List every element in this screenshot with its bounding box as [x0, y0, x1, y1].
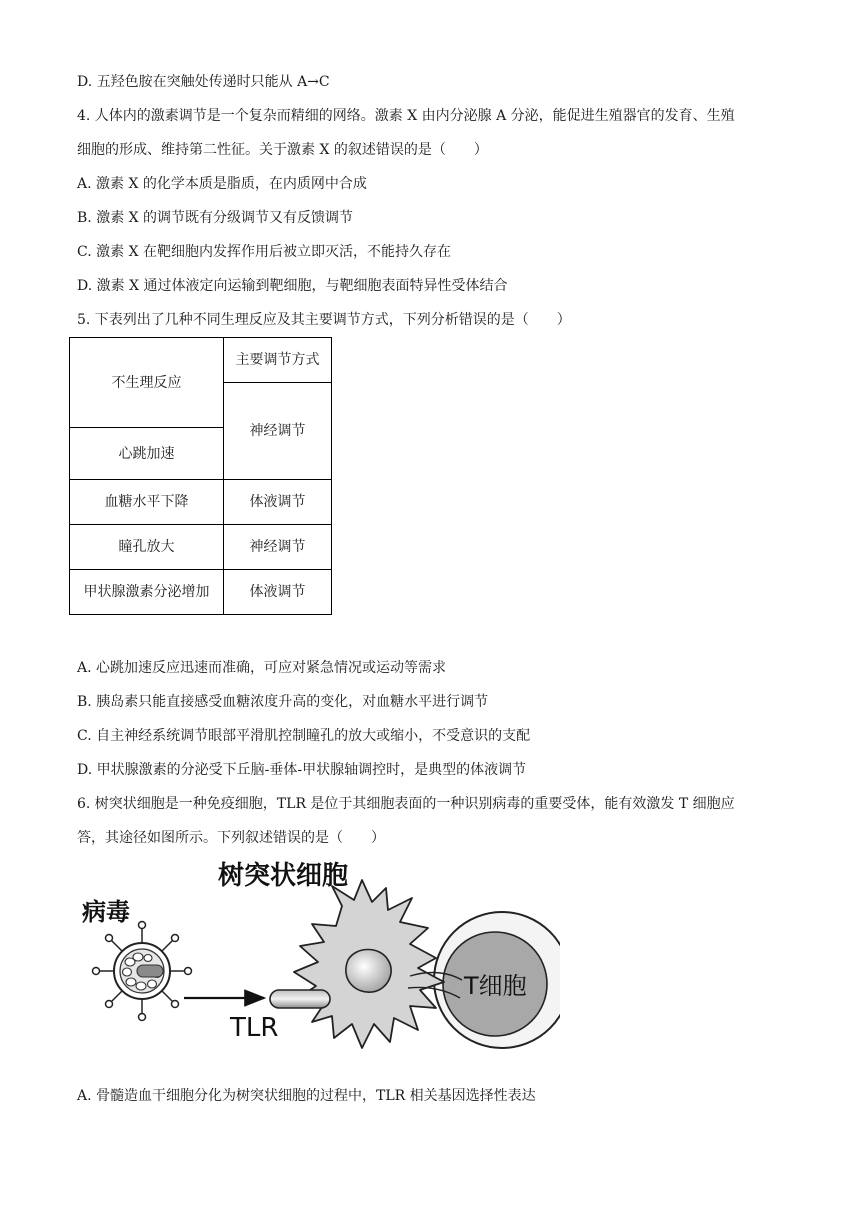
q4-stem-line1: 4. 人体内的激素调节是一个复杂而精细的网络。激素 X 由内分泌腺 A 分泌，能促进生殖器官的发育、生殖 [77, 108, 735, 124]
tcell-label: T细胞 [464, 972, 527, 1000]
table-cell-mode: 体液调节 [224, 480, 332, 525]
table-header-mode: 主要调节方式 [224, 338, 332, 383]
q5-stem: 5. 下表列出了几种不同生理反应及其主要调节方式，下列分析错误的是（ ） [77, 312, 571, 328]
q4-option-d: D. 激素 X 通过体液定向运输到靶细胞，与靶细胞表面特异性受体结合 [77, 278, 508, 294]
tlr-label: TLR [230, 1013, 279, 1043]
q5-option-b: B. 胰岛素只能直接感受血糖浓度升高的变化，对血糖水平进行调节 [77, 694, 489, 710]
q5-table [69, 337, 332, 615]
table-cell-mode: 神经调节 [224, 525, 332, 570]
q5-option-c: C. 自主神经系统调节眼部平滑肌控制瞳孔的放大或缩小，不受意识的支配 [77, 728, 531, 744]
q4-option-c: C. 激素 X 在靶细胞内发挥作用后被立即灭活，不能持久存在 [77, 244, 451, 260]
table-cell-reaction: 心跳加速 [70, 428, 224, 480]
q6-stem-line2: 答，其途径如图所示。下列叙述错误的是（ ） [77, 830, 385, 846]
tlr-receptor [270, 990, 330, 1008]
virus-label: 病毒 [82, 898, 130, 926]
t-cell [434, 912, 560, 1048]
q5-option-a: A. 心跳加速反应迅速而准确，可应对紧急情况或运动等需求 [77, 660, 447, 676]
dendritic-cell-figure [80, 858, 560, 1078]
figure-title: 树突状细胞 [218, 861, 349, 891]
table-cell-mode: 体液调节 [224, 570, 332, 615]
q4-option-a: A. 激素 X 的化学本质是脂质，在内质网中合成 [77, 176, 367, 192]
virus-icon [93, 922, 192, 1021]
table-cell-reaction: 瞳孔放大 [70, 525, 224, 570]
q3-option-d: D. 五羟色胺在突触处传递时只能从 A→C [77, 74, 330, 90]
q4-stem-line2: 细胞的形成、维持第二性征。关于激素 X 的叙述错误的是（ ） [77, 142, 488, 158]
table-cell-reaction: 血糖水平下降 [70, 480, 224, 525]
q5-option-d: D. 甲状腺激素的分泌受下丘脑-垂体-甲状腺轴调控时，是典型的体液调节 [77, 762, 527, 778]
table-header-reaction: 不生理反应 [70, 338, 224, 428]
nucleus [346, 950, 391, 993]
table-cell-reaction: 甲状腺激素分泌增加 [70, 570, 224, 615]
table-cell-mode: 神经调节 [224, 383, 332, 480]
q4-option-b: B. 激素 X 的调节既有分级调节又有反馈调节 [77, 210, 354, 226]
q6-stem-line1: 6. 树突状细胞是一种免疫细胞，TLR 是位于其细胞表面的一种识别病毒的重要受体，能有效激发 T 细胞应 [77, 796, 735, 812]
q6-option-a: A. 骨髓造血干细胞分化为树突状细胞的过程中，TLR 相关基因选择性表达 [77, 1088, 536, 1104]
